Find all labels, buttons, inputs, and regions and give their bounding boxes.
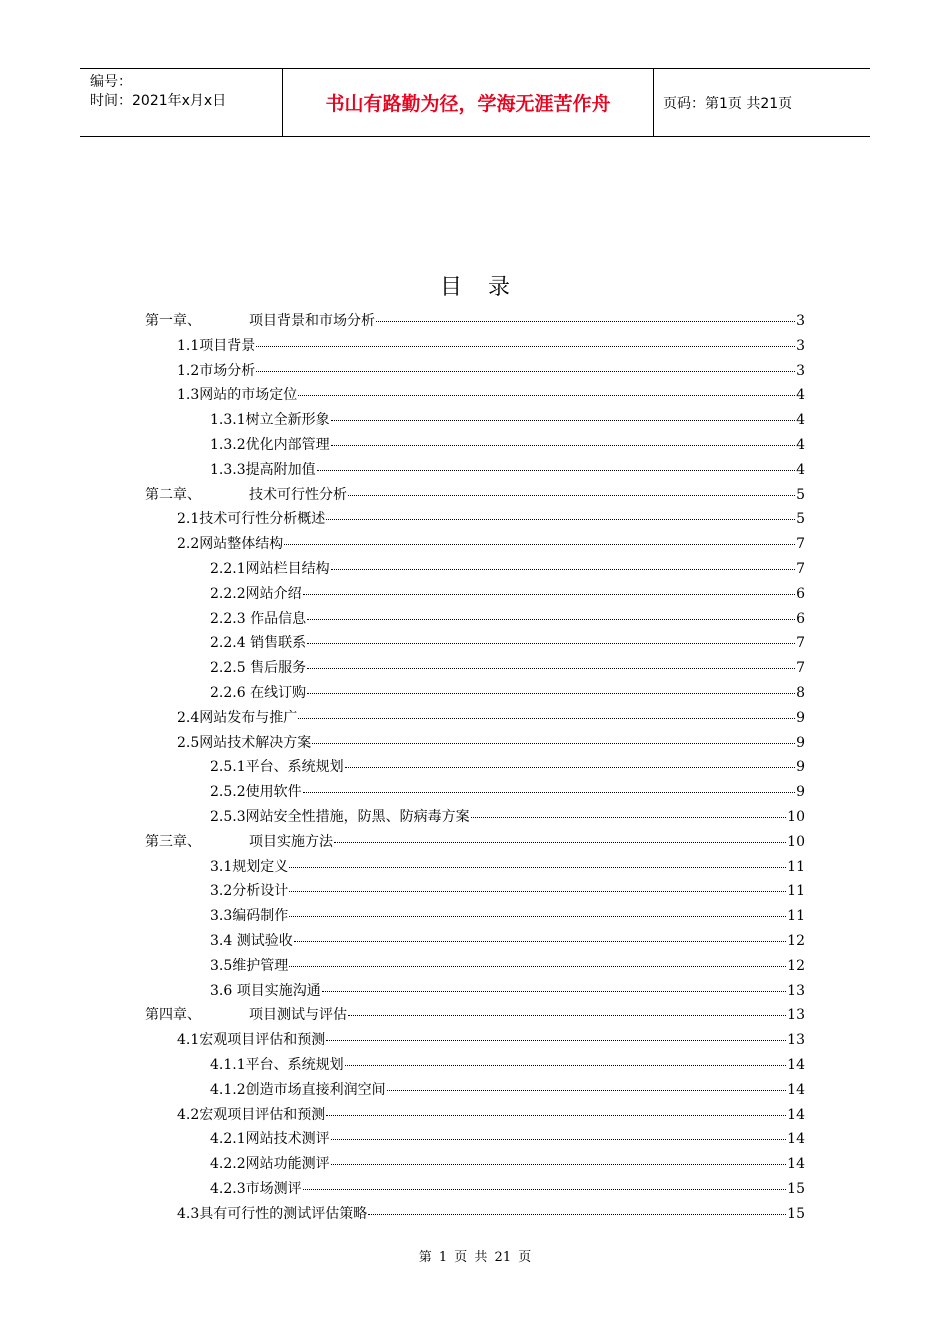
toc-entry-text: 2.2.3 作品信息	[210, 610, 307, 627]
toc-entry-label	[177, 335, 255, 355]
toc-leader-dots	[387, 1090, 787, 1091]
toc-entry-label	[210, 632, 306, 652]
toc-entry-text: 4.1宏观项目评估和预测	[177, 1032, 326, 1049]
toc-page-number: 15	[787, 1180, 805, 1197]
toc-page-number: 4	[796, 412, 805, 429]
toc-page-number: 14	[787, 1081, 805, 1098]
toc-entry-label	[177, 707, 297, 727]
toc-entry[interactable]	[145, 632, 805, 657]
toc-entry-label	[177, 732, 311, 752]
toc-page-number: 9	[796, 784, 805, 801]
toc-page-number: 4	[796, 436, 805, 453]
toc-entry-label	[210, 781, 302, 801]
toc-leader-dots	[368, 1214, 786, 1215]
page-header	[80, 68, 870, 137]
toc-leader-dots	[317, 470, 795, 471]
toc-entry-text: 2.2.5 售后服务	[210, 660, 307, 677]
toc-entry-label	[210, 608, 306, 628]
toc-entry-label	[210, 682, 306, 702]
toc-entry-text: 4.1.1平台、系统规划	[210, 1056, 344, 1073]
toc-entry-label	[145, 831, 333, 851]
toc-entry[interactable]	[145, 1054, 805, 1079]
toc-leader-dots	[471, 817, 787, 818]
toc-leader-dots	[345, 1065, 787, 1066]
toc-entry-text: 2.2.6 在线订购	[210, 684, 307, 701]
toc-entry-label	[210, 434, 330, 454]
toc-page-number: 13	[787, 982, 805, 999]
toc-entry-label	[177, 508, 325, 528]
toc-entry-label	[210, 1054, 344, 1074]
toc-page-number: 4	[796, 461, 805, 478]
toc-page-number: 5	[796, 486, 805, 503]
toc-entry-text: 3.2分析设计	[210, 883, 289, 900]
toc-chapter-prefix: 第三章、	[145, 833, 201, 850]
toc-entry-label	[210, 1128, 330, 1148]
toc-entry-text: 4.3具有可行性的测试评估策略	[177, 1205, 368, 1222]
toc-entry[interactable]	[145, 707, 805, 732]
toc-page-number: 11	[787, 858, 805, 875]
toc-entry-text: 4.2.3市场测评	[210, 1180, 302, 1197]
toc-entry[interactable]	[145, 856, 805, 881]
toc-entry-text: 3.4 测试验收	[210, 932, 293, 949]
toc-entry[interactable]	[145, 1004, 805, 1029]
toc-entry-label	[145, 484, 347, 504]
header-meta	[80, 69, 282, 136]
toc-leader-dots	[256, 371, 795, 372]
toc-chapter-prefix: 第二章、	[145, 486, 201, 503]
toc-leader-dots	[307, 619, 795, 620]
toc-leader-dots	[307, 643, 795, 644]
toc-entry[interactable]	[145, 905, 805, 930]
toc-entry[interactable]	[145, 508, 805, 533]
toc-entry[interactable]	[145, 384, 805, 409]
toc-entry-label	[210, 459, 316, 479]
toc-entry[interactable]	[145, 434, 805, 459]
toc-entry-label	[210, 558, 330, 578]
toc-entry[interactable]	[145, 781, 805, 806]
toc-entry-label	[177, 533, 283, 553]
toc-entry[interactable]	[145, 409, 805, 434]
toc-chapter-prefix: 第一章、	[145, 313, 201, 329]
toc-page-number: 11	[787, 908, 805, 925]
toc-leader-dots	[256, 346, 795, 347]
toc-entry-label	[177, 1203, 367, 1223]
toc-page-number: 15	[787, 1205, 805, 1222]
toc-page-number: 14	[787, 1131, 805, 1148]
toc-entry-text: 4.2.2网站功能测评	[210, 1156, 330, 1173]
number-label: 编号：	[90, 74, 132, 90]
page-footer: 第 1 页 共 21 页	[418, 1250, 532, 1265]
toc-page-number: 10	[787, 833, 805, 850]
toc-page-number: 13	[787, 1007, 805, 1024]
toc-entry[interactable]	[145, 335, 805, 360]
time-label: 时间：2021年x月x日	[90, 93, 227, 109]
toc-entry-text: 2.5.1平台、系统规划	[210, 759, 344, 776]
toc-entry-label	[210, 806, 470, 826]
toc-entry-text: 2.2.2网站介绍	[210, 585, 302, 602]
toc-entry-label	[177, 1029, 325, 1049]
toc-leader-dots	[298, 395, 795, 396]
toc-entry-label	[210, 905, 288, 925]
toc-leader-dots	[331, 569, 795, 570]
toc-entry-text: 2.1技术可行性分析概述	[177, 511, 326, 528]
toc-page-number: 14	[787, 1106, 805, 1123]
toc-entry-text: 1.3网站的市场定位	[177, 387, 298, 404]
toc-entry-label	[210, 657, 306, 677]
toc-chapter-prefix: 第四章、	[145, 1007, 201, 1024]
table-of-contents	[145, 310, 805, 1227]
toc-entry-text: 2.2.4 销售联系	[210, 635, 307, 652]
toc-leader-dots	[307, 668, 795, 669]
toc-page-number: 12	[787, 932, 805, 949]
toc-page-number: 14	[787, 1156, 805, 1173]
toc-leader-dots	[294, 941, 786, 942]
toc-page-number: 6	[796, 585, 805, 602]
toc-entry-label	[177, 384, 297, 404]
header-page-info: 页码：第1页 共21页	[663, 95, 793, 112]
toc-leader-dots	[298, 718, 795, 719]
toc-leader-dots	[303, 792, 795, 793]
toc-entry-text: 4.2宏观项目评估和预测	[177, 1106, 326, 1123]
toc-page-number: 13	[787, 1032, 805, 1049]
toc-entry-text: 1.1项目背景	[177, 337, 256, 354]
toc-entry[interactable]	[145, 880, 805, 905]
toc-entry-text: 项目测试与评估	[249, 1007, 347, 1024]
toc-entry[interactable]	[145, 1128, 805, 1153]
toc-entry-text: 2.5.3网站安全性措施，防黑、防病毒方案	[210, 808, 470, 825]
toc-page-number: 9	[796, 734, 805, 751]
toc-entry-text: 2.2.1网站栏目结构	[210, 560, 330, 577]
toc-entry[interactable]	[145, 310, 805, 335]
toc-entry[interactable]	[145, 831, 805, 856]
toc-leader-dots	[326, 1040, 786, 1041]
toc-entry[interactable]	[145, 360, 805, 385]
toc-entry-label	[210, 409, 330, 429]
toc-entry-text: 4.1.2创造市场直接利润空间	[210, 1081, 386, 1098]
toc-page-number: 12	[787, 957, 805, 974]
toc-entry-text: 项目背景和市场分析	[249, 313, 375, 329]
toc-page-number: 9	[796, 709, 805, 726]
toc-entry[interactable]	[145, 484, 805, 509]
toc-entry[interactable]	[145, 1104, 805, 1129]
toc-entry-text: 3.3编码制作	[210, 908, 289, 925]
toc-leader-dots	[289, 916, 786, 917]
toc-page-number: 3	[796, 337, 805, 354]
toc-entry-label	[145, 310, 375, 330]
toc-entry-label	[177, 1104, 325, 1124]
toc-entry-label	[210, 930, 293, 950]
toc-entry[interactable]	[145, 608, 805, 633]
toc-page-number: 11	[787, 883, 805, 900]
toc-entry[interactable]	[145, 657, 805, 682]
toc-leader-dots	[331, 420, 795, 421]
toc-entry-text: 2.5网站技术解决方案	[177, 734, 312, 751]
toc-entry-label	[210, 980, 321, 1000]
toc-entry-label	[210, 1178, 302, 1198]
toc-page-number: 10	[787, 808, 805, 825]
toc-leader-dots	[289, 867, 786, 868]
toc-entry-label	[210, 880, 288, 900]
toc-page-number: 8	[796, 684, 805, 701]
toc-entry[interactable]	[145, 955, 805, 980]
toc-page-number: 3	[796, 362, 805, 379]
toc-page-number: 5	[796, 511, 805, 528]
toc-entry-text: 4.2.1网站技术测评	[210, 1131, 330, 1148]
toc-entry[interactable]	[145, 1079, 805, 1104]
toc-leader-dots	[303, 594, 795, 595]
toc-leader-dots	[348, 1015, 786, 1016]
toc-entry-text: 1.3.2优化内部管理	[210, 436, 330, 453]
toc-entry[interactable]	[145, 1203, 805, 1228]
toc-entry-text: 项目实施方法	[249, 833, 333, 850]
toc-page-number: 7	[796, 635, 805, 652]
toc-entry-text: 2.4网站发布与推广	[177, 709, 298, 726]
toc-entry-text: 1.2市场分析	[177, 362, 256, 379]
toc-entry[interactable]	[145, 558, 805, 583]
toc-page-number: 7	[796, 536, 805, 553]
toc-entry[interactable]	[145, 682, 805, 707]
toc-leader-dots	[376, 321, 795, 322]
toc-leader-dots	[334, 842, 786, 843]
toc-entry-label	[177, 360, 255, 380]
toc-entry[interactable]	[145, 756, 805, 781]
toc-page-number: 3	[796, 313, 805, 329]
toc-entry[interactable]	[145, 1029, 805, 1054]
toc-entry-label	[210, 955, 288, 975]
toc-leader-dots	[289, 966, 786, 967]
toc-leader-dots	[289, 891, 786, 892]
toc-leader-dots	[331, 1164, 787, 1165]
toc-leader-dots	[331, 1139, 787, 1140]
toc-leader-dots	[348, 495, 795, 496]
toc-page-number: 14	[787, 1056, 805, 1073]
toc-leader-dots	[303, 1189, 787, 1190]
toc-entry-label	[210, 1079, 386, 1099]
toc-leader-dots	[322, 991, 786, 992]
toc-entry-text: 1.3.3提高附加值	[210, 461, 316, 478]
toc-entry-label	[210, 1153, 330, 1173]
toc-entry[interactable]	[145, 732, 805, 757]
toc-title: 目录	[439, 275, 536, 300]
toc-leader-dots	[307, 693, 795, 694]
toc-page-number: 4	[796, 387, 805, 404]
toc-leader-dots	[345, 767, 795, 768]
toc-entry-text: 3.5维护管理	[210, 957, 289, 974]
toc-entry-text: 2.2网站整体结构	[177, 536, 284, 553]
toc-entry[interactable]	[145, 806, 805, 831]
toc-entry[interactable]	[145, 583, 805, 608]
toc-leader-dots	[312, 743, 795, 744]
toc-leader-dots	[284, 544, 795, 545]
toc-entry[interactable]	[145, 459, 805, 484]
toc-entry[interactable]	[145, 1153, 805, 1178]
toc-page-number: 7	[796, 660, 805, 677]
toc-entry-label	[145, 1004, 347, 1024]
header-motto: 书山有路勤为径，学海无涯苦作舟	[282, 69, 654, 136]
toc-leader-dots	[326, 1115, 786, 1116]
toc-page-number: 7	[796, 560, 805, 577]
toc-entry[interactable]	[145, 1178, 805, 1203]
toc-entry-text: 2.5.2使用软件	[210, 784, 302, 801]
toc-leader-dots	[326, 519, 795, 520]
toc-entry-text: 1.3.1树立全新形象	[210, 412, 330, 429]
toc-entry-text: 技术可行性分析	[249, 486, 347, 503]
toc-entry[interactable]	[145, 533, 805, 558]
toc-leader-dots	[331, 445, 795, 446]
toc-page-number: 9	[796, 759, 805, 776]
toc-entry-text: 3.1规划定义	[210, 858, 289, 875]
toc-entry[interactable]	[145, 930, 805, 955]
toc-entry[interactable]	[145, 980, 805, 1005]
toc-page-number: 6	[796, 610, 805, 627]
toc-entry-label	[210, 856, 288, 876]
toc-entry-label	[210, 583, 302, 603]
toc-entry-text: 3.6 项目实施沟通	[210, 982, 321, 999]
toc-entry-label	[210, 756, 344, 776]
